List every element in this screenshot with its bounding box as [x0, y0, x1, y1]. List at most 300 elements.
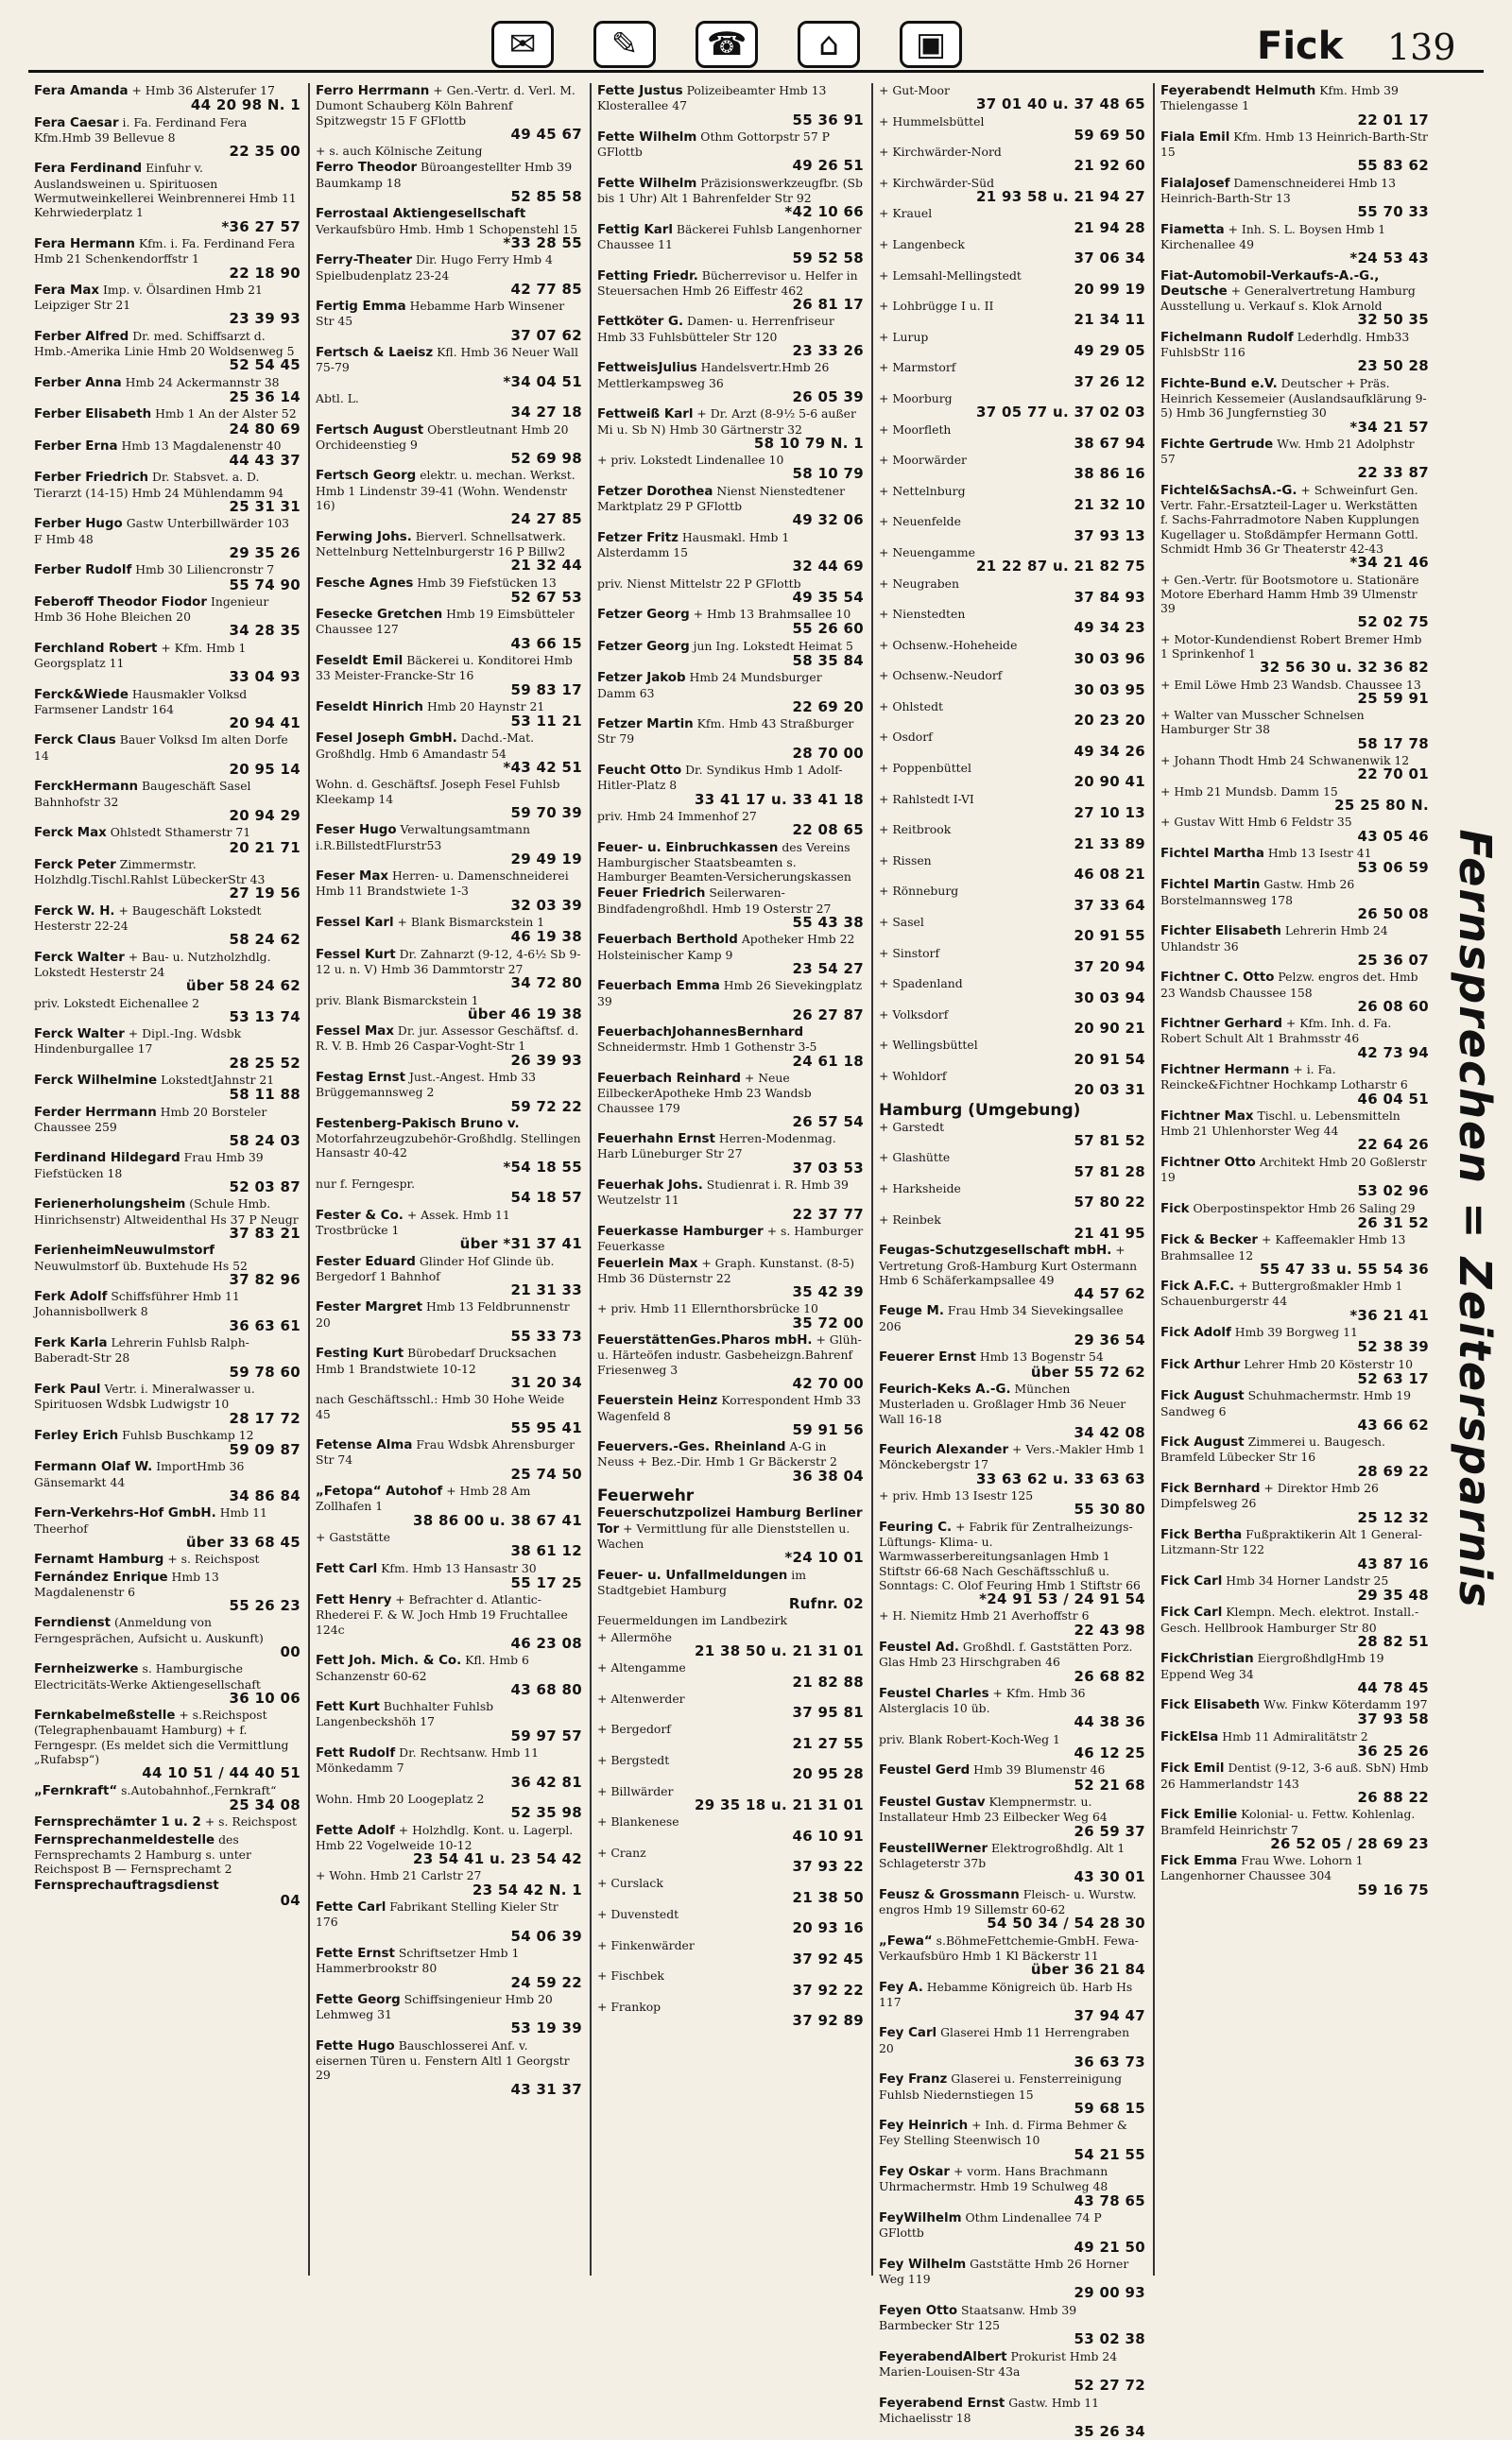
entry-name: Fick Carl: [1160, 1606, 1223, 1621]
directory-entry: [34, 161, 301, 233]
entry-phone: 55 17 25: [510, 1573, 582, 1591]
directory-entry: [316, 160, 582, 204]
entry-phone: 59 72 22: [510, 1097, 582, 1115]
entry-details: + Fabrik für Zentralheizungs- Lüftungs- Klima- u. Warmwasserbereitungsanlagen Hmb 1 Stiftstr 66-68 Nach Geschäftsschluß u. Sonntags: C. Olof Feuring Hmb 1 Stiftstr 66: [879, 1519, 1141, 1592]
directory-entry: [879, 114, 1145, 144]
entry-details: Fußpraktikerin Alt 1 General-Litzmann-Str 122: [1160, 1526, 1422, 1557]
entry-details: + Garstedt: [879, 1119, 945, 1134]
entry-name: Ferber Friedrich: [34, 471, 149, 486]
section-heading: [879, 1100, 1145, 1120]
section-title: Hamburg (Umgebung): [879, 1100, 1081, 1120]
entry-name: Fetzer Fritz: [597, 530, 679, 545]
entry-details: Studienrat i. R. Hmb 39 Weutzelstr 11: [597, 1177, 849, 1208]
entry-phone: 30 03 96: [1074, 649, 1145, 667]
entry-name: Fessel Karl: [316, 916, 394, 931]
entry-phone: 54 21 55: [1074, 2145, 1145, 2163]
entry-details: Baugeschäft Sasel Bahnhofstr 32: [34, 779, 251, 809]
directory-entry: [879, 299, 1145, 328]
entry-phone: 49 32 06: [792, 511, 864, 529]
entry-phone: 46 23 08: [510, 1634, 582, 1652]
directory-entry: [316, 1254, 582, 1298]
entry-details: Just.-Angest. Hmb 33 Brüggemannsweg 2: [316, 1070, 536, 1100]
entry-phone: 44 78 45: [1357, 1678, 1429, 1696]
entry-phone: 29 36 54: [1074, 1332, 1145, 1349]
directory-entry: [316, 653, 582, 697]
entry-details: nur f. Ferngespr.: [316, 1177, 416, 1192]
entry-details: Dr. Stabsvet. a. D. Tierarzt (14-15) Hmb 24 Mühlendamm 94: [34, 470, 284, 500]
entry-name: „Fernkraft“: [34, 1783, 118, 1798]
entry-phone: 30 03 94: [1074, 988, 1145, 1006]
entry-details: + Volksdorf: [879, 1006, 949, 1022]
entry-name: Fessel Max: [316, 1024, 394, 1040]
entry-name: Ferndienst: [34, 1616, 111, 1631]
entry-name: FerckHermann: [34, 780, 139, 795]
directory-entry: [34, 1783, 301, 1813]
entry-details: Oberstleutnant Hmb 20 Orchideenstieg 9: [316, 421, 569, 452]
entry-name: Fetense Alma: [316, 1438, 413, 1453]
entry-details: + Ochsenw.-Neudorf: [879, 668, 1003, 683]
entry-details: + Gen.-Vertr. d. Verl. M. Dumont Schauberg Köln Bahrenf Spitzwegstr 15 F GFlottb: [316, 83, 576, 128]
directory-entry: [1160, 1853, 1429, 1898]
directory-entry: [597, 1224, 864, 1254]
directory-entry: [879, 1069, 1145, 1098]
entry-details: + Osdorf: [879, 730, 933, 745]
entry-name: FeyWilhelm: [879, 2210, 962, 2225]
entry-details: + Neugraben: [879, 576, 959, 591]
entry-phone: 46 10 91: [792, 1827, 864, 1845]
entry-name: Fick August: [1160, 1389, 1245, 1404]
entry-details: Hebamme Harb Winsener Str 45: [316, 299, 565, 329]
directory-entry: [1160, 1232, 1429, 1277]
entry-phone: 46 04 51: [1357, 1090, 1429, 1108]
directory-entry: [34, 1073, 301, 1103]
entry-details: Architekt Hmb 20 Goßlerstr 19: [1160, 1154, 1427, 1185]
telegram-icon: ✎: [593, 21, 656, 68]
entry-details: Schriftsetzer Hmb 1 Hammerbrookstr 80: [316, 1945, 520, 1976]
entry-details: Frau Wwe. Lohorn 1 Langenhorner Chaussee 304: [1160, 1853, 1364, 1883]
directory-entry: [316, 915, 582, 945]
entry-phone: 27 10 13: [1074, 803, 1145, 821]
entry-phone: 37 01 40 u. 37 48 65: [976, 95, 1145, 113]
entry-details: + Direktor Hmb 26 Dimpfelsweg 26: [1160, 1481, 1379, 1511]
entry-phone: 55 30 80: [1074, 1501, 1145, 1519]
entry-name: Fera Caesar: [34, 115, 119, 130]
entry-details: + Gut-Moor: [879, 83, 950, 97]
entry-phone: 31 20 34: [510, 1373, 582, 1391]
entry-details: Fuhlsb Buschkamp 12: [122, 1427, 254, 1442]
entry-phone: 52 03 87: [229, 1178, 301, 1196]
entry-phone: 49 29 05: [1074, 342, 1145, 360]
entry-details: + i. Fa. Reincke&Fichtner Hochkamp Lotharstr 6: [1160, 1062, 1408, 1092]
entry-details: + s. auch Kölnische Zeitung: [316, 144, 483, 159]
directory-entry: [597, 639, 864, 669]
entry-name: Fichtel Martin: [1160, 878, 1261, 893]
entry-details: s. Hamburgische Electricitäts-Werke Aktiengesellschaft: [34, 1661, 261, 1692]
entry-name: Feuerlein Max: [597, 1256, 698, 1271]
entry-name: Fette Hugo: [316, 2038, 395, 2053]
entry-name: Fetzer Dorothea: [597, 484, 713, 499]
directory-entry: [316, 83, 582, 142]
entry-phone: 53 11 21: [510, 713, 582, 730]
directory-entry: [879, 668, 1145, 697]
entry-phone: 53 13 74: [229, 1007, 301, 1025]
entry-details: + Glüh- u. Härteöfen industr. Gasbeheizgn.Bahrenf Friesenweg 3: [597, 1332, 862, 1377]
entry-phone: 26 08 60: [1357, 997, 1429, 1015]
entry-name: Fester Eduard: [316, 1254, 416, 1269]
entry-phone: 43 68 80: [510, 1680, 582, 1698]
side-slogan: Fernsprechen = Zeitersparnis: [1450, 829, 1501, 1609]
directory-entry: [34, 1878, 301, 1908]
entry-phone: 49 34 26: [1074, 742, 1145, 760]
entry-details: + Reitbrook: [879, 822, 952, 837]
entry-name: Fick Emil: [1160, 1761, 1225, 1777]
directory-entry: [879, 1762, 1145, 1793]
directory-entry: [597, 763, 864, 807]
entry-name: Fey Carl: [879, 2026, 937, 2041]
entry-phone: 58 17 78: [1357, 734, 1429, 752]
entry-details: Hmb 34 Horner Landstr 25: [1226, 1572, 1389, 1588]
building-icon: ⌂: [798, 21, 860, 68]
entry-name: Fick Adolf: [1160, 1326, 1231, 1341]
entry-phone: 58 35 84: [792, 651, 864, 669]
entry-details: + Nienstedten: [879, 607, 966, 622]
entry-details: + Hmb 28 Am Zollhafen 1: [316, 1484, 531, 1514]
entry-phone: 44 38 36: [1074, 1713, 1145, 1731]
entry-details: + Fischbek: [597, 1968, 664, 1984]
entry-details: Büroangestellter Hmb 39 Baumkamp 18: [316, 160, 573, 190]
directory-entry: [879, 884, 1145, 913]
directory-entry: [34, 329, 301, 373]
directory-entry: [34, 1428, 301, 1458]
entry-phone: 26 50 08: [1357, 905, 1429, 923]
entry-phone: 23 54 41 u. 23 54 42: [413, 1850, 582, 1868]
entry-details: Verkaufsbüro Hmb. Hmb 1 Schopenstehl 15: [316, 221, 578, 236]
entry-details: + Lemsahl-Mellingstedt: [879, 267, 1022, 283]
directory-entry: [1160, 1729, 1429, 1760]
entry-phone: 43 30 01: [1074, 1868, 1145, 1886]
entry-details: Polizeibeamter Hmb 13 Klosterallee 47: [597, 83, 827, 113]
directory-entry: [34, 1335, 301, 1380]
entry-name: Fette Wilhelm: [597, 176, 697, 191]
entry-phone: über 46 19 38: [467, 1005, 582, 1022]
entry-phone: 28 69 22: [1357, 1462, 1429, 1480]
entry-name: Feuer- u. Unfallmeldungen: [597, 1568, 788, 1583]
entry-phone: 33 41 17 u. 33 41 18: [695, 790, 864, 808]
entry-name: Ferro Herrmann: [316, 84, 430, 98]
entry-phone: 44 57 62: [1074, 1285, 1145, 1303]
entry-details: Hmb 39 Fiefstücken 13: [417, 575, 557, 590]
entry-details: + Altengamme: [597, 1660, 686, 1675]
entry-name: Fetzer Georg: [597, 608, 690, 623]
entry-name: Fichtner Hermann: [1160, 1063, 1290, 1077]
entry-details: im Stadtgebiet Hamburg: [597, 1567, 807, 1597]
entry-details: + Sinstorf: [879, 945, 940, 960]
entry-phone: 26 27 87: [792, 1005, 864, 1023]
directory-entry: [597, 1907, 864, 1936]
entry-phone: 21 38 50: [792, 1888, 864, 1906]
directory-entry: [1160, 1279, 1429, 1323]
entry-details: + Neuengamme: [879, 544, 975, 559]
entry-details: Korrespondent Hmb 33 Wagenfeld 8: [597, 1393, 861, 1423]
entry-name: Feustel Gustav: [879, 1795, 986, 1810]
directory-entry: [34, 857, 301, 902]
entry-phone: 04: [280, 1891, 301, 1909]
entry-phone: 36 38 04: [792, 1467, 864, 1485]
entry-details: Tischl. u. Lebensmitteln Hmb 21 Uhlenhorster Weg 44: [1160, 1108, 1400, 1139]
entry-phone: 25 25 80 N.: [1334, 796, 1429, 814]
entry-details: Bücherrevisor u. Helfer in Steuersachen Hmb 26 Eiffestr 462: [597, 267, 858, 298]
entry-phone: 42 77 85: [510, 280, 582, 298]
entry-details: + Rönneburg: [879, 884, 959, 899]
entry-details: Hmb 13 Magdalenenstr 6: [34, 1569, 219, 1599]
entry-phone: 20 99 19: [1074, 280, 1145, 298]
entry-details: Kfl. Hmb 6 Schanzenstr 60-62: [316, 1653, 529, 1683]
directory-entry: [879, 853, 1145, 883]
entry-phone: 42 70 00: [792, 1374, 864, 1392]
entry-phone: 21 32 10: [1074, 496, 1145, 514]
header-rule: [28, 70, 1484, 73]
entry-phone: 22 18 90: [229, 264, 301, 282]
directory-entry: [879, 1488, 1145, 1518]
entry-name: FickElsa: [1160, 1729, 1219, 1744]
entry-phone: 24 61 18: [792, 1052, 864, 1070]
entry-name: Ferienerholungsheim: [34, 1197, 186, 1212]
entry-name: Fichte-Bund e.V.: [1160, 376, 1278, 391]
directory-entry: [316, 299, 582, 343]
entry-phone: 00: [280, 1642, 301, 1660]
entry-details: + Cranz: [597, 1845, 646, 1860]
entry-details: + Schweinfurt Gen. Vertr. Fahr.-Ersatzteil-Lager u. Werkstätten f. Sachs-Fahrradmotore Naben Kupplungen Kugellager u. Stoßdämpfer Hermann Gottl. Schmidt Hmb 36 Gr Theaterstr 42-43: [1160, 482, 1419, 556]
entry-details: Damen- u. Herrenfriseur Hmb 33 Fuhlsbütteler Str 120: [597, 314, 834, 344]
entry-name: Fettköter G.: [597, 315, 684, 330]
directory-entry: [316, 252, 582, 297]
entry-name: Fette Wilhelm: [597, 129, 697, 145]
entry-name: Feuerer Ernst: [879, 1350, 976, 1366]
entry-details: Lehrerin Fuhlsb Ralph-Baberadt-Str 28: [34, 1335, 249, 1366]
entry-details: Dr. Syndikus Hmb 1 Adolf-Hitler-Platz 8: [597, 763, 843, 793]
directory-entry: [34, 1243, 301, 1287]
entry-details: Ww. Hmb 21 Adolphstr 57: [1160, 436, 1415, 467]
entry-details: + Dr. Arzt (8-9½ 5-6 außer Mi u. Sb N) Hmb 30 Gärtnerstr 32: [597, 406, 856, 437]
entry-phone: 57 81 52: [1074, 1132, 1145, 1150]
entry-name: Fick Bertha: [1160, 1527, 1243, 1542]
directory-entry: [34, 687, 301, 731]
entry-phone: 52 67 53: [510, 588, 582, 606]
entry-name: Fernamt Hamburg: [34, 1553, 164, 1568]
column-3: [592, 83, 873, 2276]
entry-name: Fichtner Otto: [1160, 1155, 1256, 1170]
entry-name: Fette Justus: [597, 84, 683, 98]
entry-phone: 20 21 71: [229, 838, 301, 856]
directory-entry: [597, 1814, 864, 1844]
entry-phone: 37 03 53: [792, 1159, 864, 1177]
directory-entry: [597, 885, 864, 930]
entry-details: des Fernsprechamts 2 Hamburg s. unter Reichspost B — Fernsprechamt 2: [34, 1831, 251, 1877]
directory-entry: [879, 1303, 1145, 1348]
directory-entry: [879, 699, 1145, 729]
entry-phone: 59 68 15: [1074, 2099, 1145, 2117]
entry-name: Fick Carl: [1160, 1573, 1223, 1589]
directory-entry: [879, 1150, 1145, 1179]
entry-details: + Buttergroßmakler Hmb 1 Schauenburgerstr 44: [1160, 1279, 1403, 1309]
entry-details: Hmb 11 Theerhof: [34, 1505, 267, 1536]
entry-name: Fichelmann Rudolf: [1160, 330, 1294, 345]
entry-phone: 22 01 17: [1357, 111, 1429, 129]
entry-details: + Moorburg: [879, 390, 953, 405]
entry-details: Hausmakler Volksd Farmsener Landstr 164: [34, 686, 248, 716]
entry-details: Othm Lindenallee 74 P GFlottb: [879, 2209, 1102, 2241]
entry-details: + Assek. Hmb 11 Trostbrücke 1: [316, 1207, 510, 1237]
entry-name: Fessel Kurt: [316, 947, 396, 962]
entry-details: ImportHmb 36 Gänsemarkt 44: [34, 1459, 245, 1489]
entry-phone: 55 83 62: [1357, 157, 1429, 175]
entry-name: Feyen Otto: [879, 2303, 958, 2318]
entry-phone: 59 83 17: [510, 680, 582, 698]
directory-entry: [1160, 483, 1429, 571]
entry-phone: 46 12 25: [1074, 1744, 1145, 1762]
directory-entry: [879, 1212, 1145, 1242]
entry-details: + Kfm. Hmb 1 Georgsplatz 11: [34, 640, 247, 670]
entry-phone: 59 78 60: [229, 1363, 301, 1381]
entry-details: Frau Wdsbk Ahrensburger Str 74: [316, 1437, 576, 1468]
entry-details: Handelsvertr.Hmb 26 Mettlerkampsweg 36: [597, 360, 830, 390]
directory-entry: [879, 2164, 1145, 2208]
directory-entry: [597, 268, 864, 313]
directory-entry: [34, 1382, 301, 1426]
entry-name: Ferber Alfred: [34, 329, 129, 344]
entry-details: Klempnermstr. u. Installateur Hmb 23 Eilbecker Weg 64: [879, 1794, 1108, 1825]
entry-details: + vorm. Hans Brachmann Uhrmachermstr. Hmb 19 Schulweg 48: [879, 2164, 1108, 2194]
entry-name: Ferk Adolf: [34, 1290, 108, 1305]
entry-details: + Reinbek: [879, 1211, 941, 1227]
entry-name: Fettig Karl: [597, 222, 673, 237]
directory-entry: [316, 1823, 582, 1867]
directory-entry: [597, 222, 864, 266]
entry-phone: 43 31 37: [510, 2080, 582, 2098]
entry-details: Feuermeldungen im Landbezirk: [597, 1613, 787, 1628]
directory-entry: [879, 576, 1145, 606]
directory-entry: [1160, 1807, 1429, 1851]
entry-phone: über *31 37 41: [459, 1235, 582, 1253]
entry-name: Ferck Peter: [34, 857, 116, 872]
directory-entry: [316, 1346, 582, 1390]
entry-phone: 21 92 60: [1074, 157, 1145, 175]
entry-phone: 52 63 17: [1357, 1369, 1429, 1387]
entry-phone: 21 94 28: [1074, 218, 1145, 236]
entry-name: Ferck Walter: [34, 950, 125, 965]
entry-phone: 28 17 72: [229, 1409, 301, 1427]
directory-entry: [316, 1792, 582, 1821]
entry-details: Bauschlosserei Anf. v. eisernen Türen u. Fenstern Altl 1 Georgstr 29: [316, 2037, 570, 2083]
directory-entry: [879, 1732, 1145, 1761]
directory-entry: [1160, 678, 1429, 707]
directory-entry: [597, 129, 864, 174]
entry-details: + priv. Hmb 11 Ellernthorsbrücke 10: [597, 1301, 818, 1316]
entry-details: Kolonial- u. Fettw. Kohlenlag. Bramfeld Heinrichstr 7: [1160, 1807, 1416, 1837]
entry-phone: 53 19 39: [510, 2019, 582, 2037]
directory-entry: [316, 144, 582, 158]
entry-phone: 37 07 62: [510, 326, 582, 344]
entry-details: + Duvenstedt: [597, 1907, 679, 1922]
directory-entry: [879, 1520, 1145, 1607]
directory-entry: [1160, 83, 1429, 128]
entry-name: Feustel Charles: [879, 1686, 989, 1701]
entry-phone: über 33 68 45: [185, 1533, 301, 1551]
directory-entry: [879, 1349, 1145, 1380]
entry-name: Feseldt Emil: [316, 653, 404, 668]
entry-phone: 36 42 81: [510, 1773, 582, 1791]
entry-details: Hmb 13 Feldbrunnenstr 20: [316, 1299, 570, 1330]
entry-name: Ferck W. H.: [34, 903, 115, 919]
entry-details: + Billwärder: [597, 1783, 674, 1798]
directory-entry: [316, 1023, 582, 1068]
entry-phone: 20 91 55: [1074, 927, 1145, 945]
directory-entry: [597, 576, 864, 606]
entry-name: Fichtner Gerhard: [1160, 1017, 1282, 1032]
entry-phone: 36 63 73: [1074, 2053, 1145, 2071]
directory-entry: [879, 607, 1145, 636]
entry-details: + Hmb 21 Mundsb. Damm 15: [1160, 783, 1338, 799]
entry-phone: 23 54 27: [792, 959, 864, 977]
entry-phone: 32 03 39: [510, 896, 582, 914]
directory-entry: [1160, 1325, 1429, 1355]
entry-details: s.Autobahnhof.,Fernkraft“: [121, 1782, 277, 1797]
entry-name: Fetting Friedr.: [597, 268, 698, 284]
entry-phone: 22 35 00: [229, 143, 301, 161]
entry-details: + Rissen: [879, 852, 932, 868]
entry-details: + Hummelsbüttel: [879, 113, 985, 129]
running-head: Fick: [1257, 25, 1344, 68]
directory-entry: [879, 484, 1145, 513]
directory-entry: [597, 1938, 864, 1967]
directory-entry: [1160, 376, 1429, 435]
entry-phone: *36 27 57: [221, 217, 301, 235]
directory-entry: [879, 1382, 1145, 1440]
entry-details: Schuhmachermstr. Hmb 19 Sandweg 6: [1160, 1388, 1411, 1418]
entry-name: Ferwing Johs.: [316, 529, 412, 544]
entry-phone: 26 59 37: [1074, 1822, 1145, 1840]
entry-phone: 49 26 51: [792, 157, 864, 175]
entry-phone: 38 86 16: [1074, 465, 1145, 483]
directory-entry: [1160, 1435, 1429, 1479]
page-number: 139: [1387, 26, 1456, 68]
entry-details: + Gen.-Vertr. für Bootsmotore u. Stationäre Motore Eberhard Hamm Hmb 39 Ulmenstr 39: [1160, 572, 1419, 616]
entry-details: priv. Lokstedt Eichenallee 2: [34, 995, 199, 1010]
directory-entry: [34, 236, 301, 281]
directory-entry: [879, 2118, 1145, 2162]
letter-icon: ✉: [491, 21, 554, 68]
entry-phone: 20 03 31: [1074, 1081, 1145, 1099]
entry-name: Fiala Emil: [1160, 129, 1230, 145]
entry-name: Fera Max: [34, 283, 99, 298]
entry-phone: 37 94 47: [1074, 2007, 1145, 2025]
entry-details: Hmb 39 Blumenstr 46: [973, 1762, 1106, 1778]
entry-details: Bauer Volksd Im alten Dorfe 14: [34, 732, 288, 763]
entry-details: Motorfahrzeugzubehör-Großhdlg. Stellingen Hansastr 40-42: [316, 1131, 581, 1160]
directory-entry: [597, 1177, 864, 1222]
entry-phone: 55 70 33: [1357, 203, 1429, 221]
directory-entry: [597, 716, 864, 761]
entry-name: Feuerhak Johs.: [597, 1178, 703, 1194]
entry-phone: 57 80 22: [1074, 1194, 1145, 1211]
entry-details: Hebamme Königreich üb. Harb Hs 117: [879, 1979, 1133, 2009]
directory-entry: [1160, 1527, 1429, 1572]
directory-entry: [316, 947, 582, 991]
directory-entry: [34, 83, 301, 113]
directory-entry: [1160, 923, 1429, 968]
entry-phone: 37 93 58: [1357, 1710, 1429, 1728]
entry-details: + Blankenese: [597, 1814, 679, 1830]
